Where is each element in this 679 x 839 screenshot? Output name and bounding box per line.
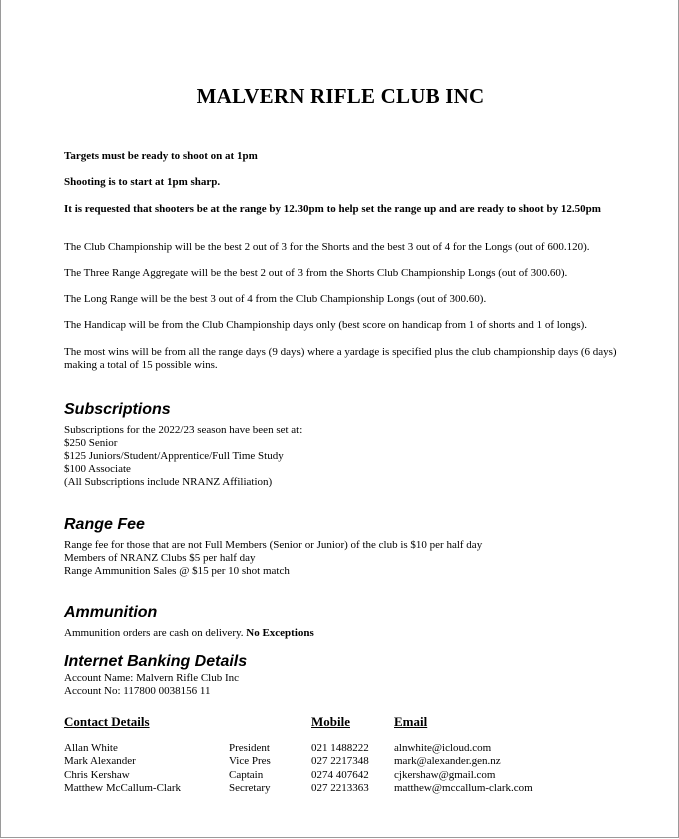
page-title: MALVERN RIFLE CLUB INC [196,84,485,108]
ammunition-terms: Ammunition orders are cash on delivery. [64,627,244,639]
contact-email: cjkershaw@gmail.com [394,768,496,781]
banking-heading: Internet Banking Details [64,653,248,670]
notice-wins: The most wins will be from all the range days (9 days) where a yardage is specified plus the club championship days (6 days) making a total of 15 possible wins. [64,346,617,371]
account-number: Account No: 117800 0038156 11 [64,685,211,697]
ammunition-heading: Ammunition [64,604,158,621]
contacts-mobiles [311,742,369,795]
subscriptions-line: $125 Juniors/Student/Apprentice/Full Time Study [64,450,284,462]
contact-role: President [229,742,270,754]
contact-name: Mark Alexander [64,755,136,768]
banking-details [64,672,624,698]
notice-championship: The Club Championship will be the best 2 out of 3 for the Shorts and the best 3 out of 4 for the Longs (out of 600.120). [64,241,590,253]
notice-handicap: The Handicap will be from the Club Championship days only (best score on handicap from 1 of shorts and 1 of longs). [64,319,588,331]
subscriptions-list [64,424,624,489]
subscriptions-heading: Subscriptions [64,401,171,418]
notice-arrive: It is requested that shooters be at the range by 12.30pm to help set the range up and are ready to shoot by 12.50pm [64,203,601,215]
contact-name: Chris Kershaw [64,768,130,781]
account-name: Account Name: Malvern Rifle Club Inc [64,672,240,684]
subscriptions-line: $100 Associate [64,463,131,475]
contact-mobile: 027 2213363 [311,781,369,794]
ammunition-emphasis: No Exceptions [246,627,314,639]
range-fee-line: Range Ammunition Sales @ $15 per 10 shot match [64,565,290,577]
contact-role: Vice Pres [229,755,271,768]
range-fee-list [64,539,624,578]
subscriptions-line: $250 Senior [64,437,118,449]
range-fee-line: Members of NRANZ Clubs $5 per half day [64,552,256,564]
contact-role: Captain [229,768,264,781]
contacts-emails [394,742,533,795]
contact-email: mark@alexander.gen.nz [394,755,501,768]
contacts-header-name: Contact Details [64,714,150,729]
subscriptions-line: Subscriptions for the 2022/23 season have been set at: [64,424,303,436]
ammunition-text [64,627,624,640]
contact-mobile: 027 2217348 [311,755,369,768]
contact-mobile: 021 1488222 [311,742,369,754]
contacts-header-mobile: Mobile [311,714,350,729]
contact-name: Matthew McCallum-Clark [64,781,182,794]
contact-mobile: 0274 407642 [311,768,369,781]
contacts-header-email: Email [394,714,428,729]
contact-role: Secretary [229,781,271,794]
contact-name: Allan White [64,742,118,754]
notice-long-range: The Long Range will be the best 3 out of 4 from the Club Championship Longs (out of 300.60). [64,293,487,305]
contacts-roles [229,742,271,795]
notice-start: Shooting is to start at 1pm sharp. [64,176,221,188]
range-fee-heading: Range Fee [64,516,145,533]
contact-email: matthew@mccallum-clark.com [394,781,533,794]
range-fee-line: Range fee for those that are not Full Members (Senior or Junior) of the club is $10 per half day [64,539,483,551]
contact-email: alnwhite@icloud.com [394,742,492,754]
subscriptions-line: (All Subscriptions include NRANZ Affiliation) [64,476,273,488]
notice-aggregate: The Three Range Aggregate will be the best 2 out of 3 from the Shorts Club Championship Longs (out of 300.60). [64,267,568,279]
contacts-names [64,742,181,795]
notice-ready: Targets must be ready to shoot on at 1pm [64,150,258,162]
